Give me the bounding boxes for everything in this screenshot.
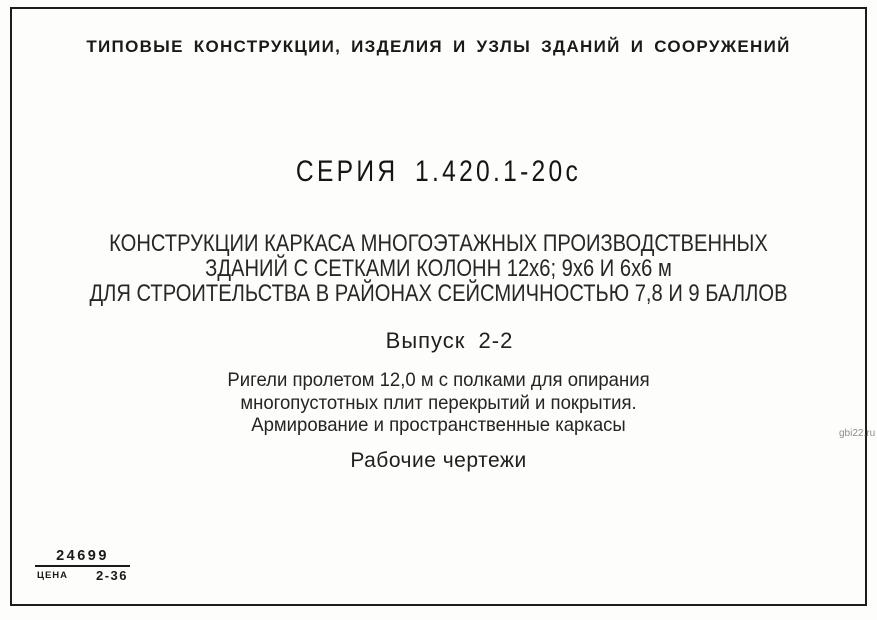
price-value: 2-36	[95, 568, 128, 583]
subtitle-line: Ригели пролетом 12,0 м с полками для опирания	[227, 369, 650, 391]
price-label: ЦЕНА	[37, 570, 68, 581]
doc-type-label: Рабочие чертежи	[350, 449, 527, 472]
subtitle	[22, 369, 855, 437]
stamp-number: 24699	[35, 548, 130, 567]
series-title: СЕРИЯ 1.420.1-20с	[295, 155, 582, 188]
main-title	[70, 231, 807, 306]
subtitle-line: многопустотных плит перекрытий и покрытия.	[240, 391, 637, 414]
subtitle-line: Армирование и пространственные каркасы	[251, 414, 626, 437]
title-line: ЗДАНИЙ С СЕТКАМИ КОЛОНН 12х6; 9х6 И 6х6 м	[205, 255, 672, 282]
stamp-price-row	[35, 567, 130, 583]
document-header: ТИПОВЫЕ КОНСТРУКЦИИ, ИЗДЕЛИЯ И УЗЛЫ ЗДАНИЙ И СООРУЖЕНИЙ	[86, 37, 791, 56]
site-watermark: gbi22.ru	[839, 428, 876, 439]
title-line: КОНСТРУКЦИИ КАРКАСА МНОГОЭТАЖНЫХ ПРОИЗВОДСТВЕННЫХ	[109, 230, 768, 257]
price-stamp	[35, 548, 130, 583]
title-line: ДЛЯ СТРОИТЕЛЬСТВА В РАЙОНАХ СЕЙСМИЧНОСТЬЮ 7,8 И 9 БАЛЛОВ	[89, 280, 788, 307]
issue-label: Выпуск 2-2	[385, 328, 514, 353]
